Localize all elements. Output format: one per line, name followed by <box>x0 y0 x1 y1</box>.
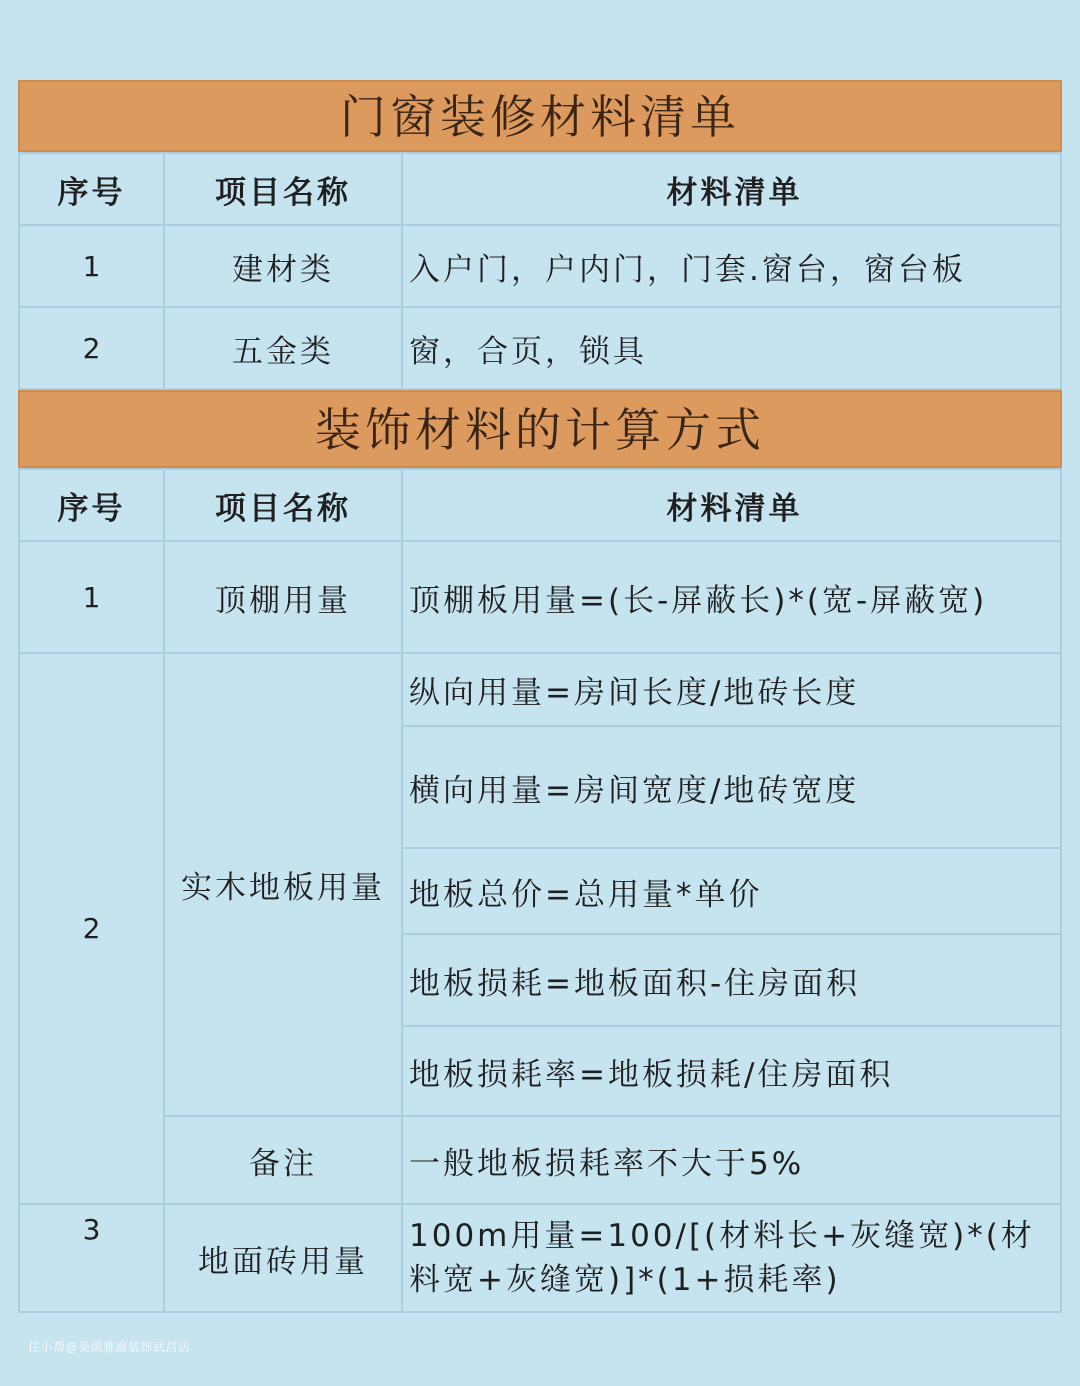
header-name: 项目名称 <box>164 469 402 541</box>
section2-title: 装饰材料的计算方式 <box>18 390 1062 468</box>
table-row <box>19 225 1061 307</box>
note-text: 一般地板损耗率不大于5% <box>402 1116 1061 1204</box>
row-name: 地面砖用量 <box>164 1204 402 1312</box>
row-name: 顶棚用量 <box>164 541 402 653</box>
row-no: 2 <box>19 307 164 389</box>
row-formula: 地板损耗=地板面积-住房面积 <box>402 934 1061 1026</box>
row-formula: 地板总价=总用量*单价 <box>402 848 1061 934</box>
materials-sheet <box>18 80 1062 1313</box>
table-row <box>19 653 1061 726</box>
table-row <box>19 541 1061 653</box>
header-no: 序号 <box>19 469 164 541</box>
note-label: 备注 <box>164 1116 402 1204</box>
row-items: 入户门，户内门，门套.窗台，窗台板 <box>402 225 1061 307</box>
table-row <box>19 1204 1061 1312</box>
section2-table <box>18 468 1062 1313</box>
row-no: 1 <box>19 225 164 307</box>
row-formula: 地板损耗率=地板损耗/住房面积 <box>402 1026 1061 1116</box>
row-no: 3 <box>19 1204 164 1312</box>
section1-title: 门窗装修材料清单 <box>18 80 1062 152</box>
row-name: 建材类 <box>164 225 402 307</box>
section2-header-row <box>19 469 1061 541</box>
section1-header-row <box>19 153 1061 225</box>
row-formula: 纵向用量=房间长度/地砖长度 <box>402 653 1061 726</box>
row-formula: 100m用量=100/[(材料长+灰缝宽)*(材料宽+灰缝宽)]*(1+损耗率) <box>402 1204 1061 1312</box>
row-items: 窗，合页，锁具 <box>402 307 1061 389</box>
watermark: 住小帮@美颂雅庭装饰武昌店 <box>28 1340 191 1354</box>
row-no: 1 <box>19 541 164 653</box>
header-name: 项目名称 <box>164 153 402 225</box>
header-no: 序号 <box>19 153 164 225</box>
row-name: 五金类 <box>164 307 402 389</box>
header-list: 材料清单 <box>402 469 1061 541</box>
row-name: 实木地板用量 <box>164 653 402 1116</box>
table-row <box>19 1116 1061 1204</box>
row-formula: 顶棚板用量=(长-屏蔽长)*(宽-屏蔽宽) <box>402 541 1061 653</box>
section1-table <box>18 152 1062 390</box>
row-no: 2 <box>19 653 164 1204</box>
row-formula: 横向用量=房间宽度/地砖宽度 <box>402 726 1061 848</box>
header-list: 材料清单 <box>402 153 1061 225</box>
table-row <box>19 307 1061 389</box>
